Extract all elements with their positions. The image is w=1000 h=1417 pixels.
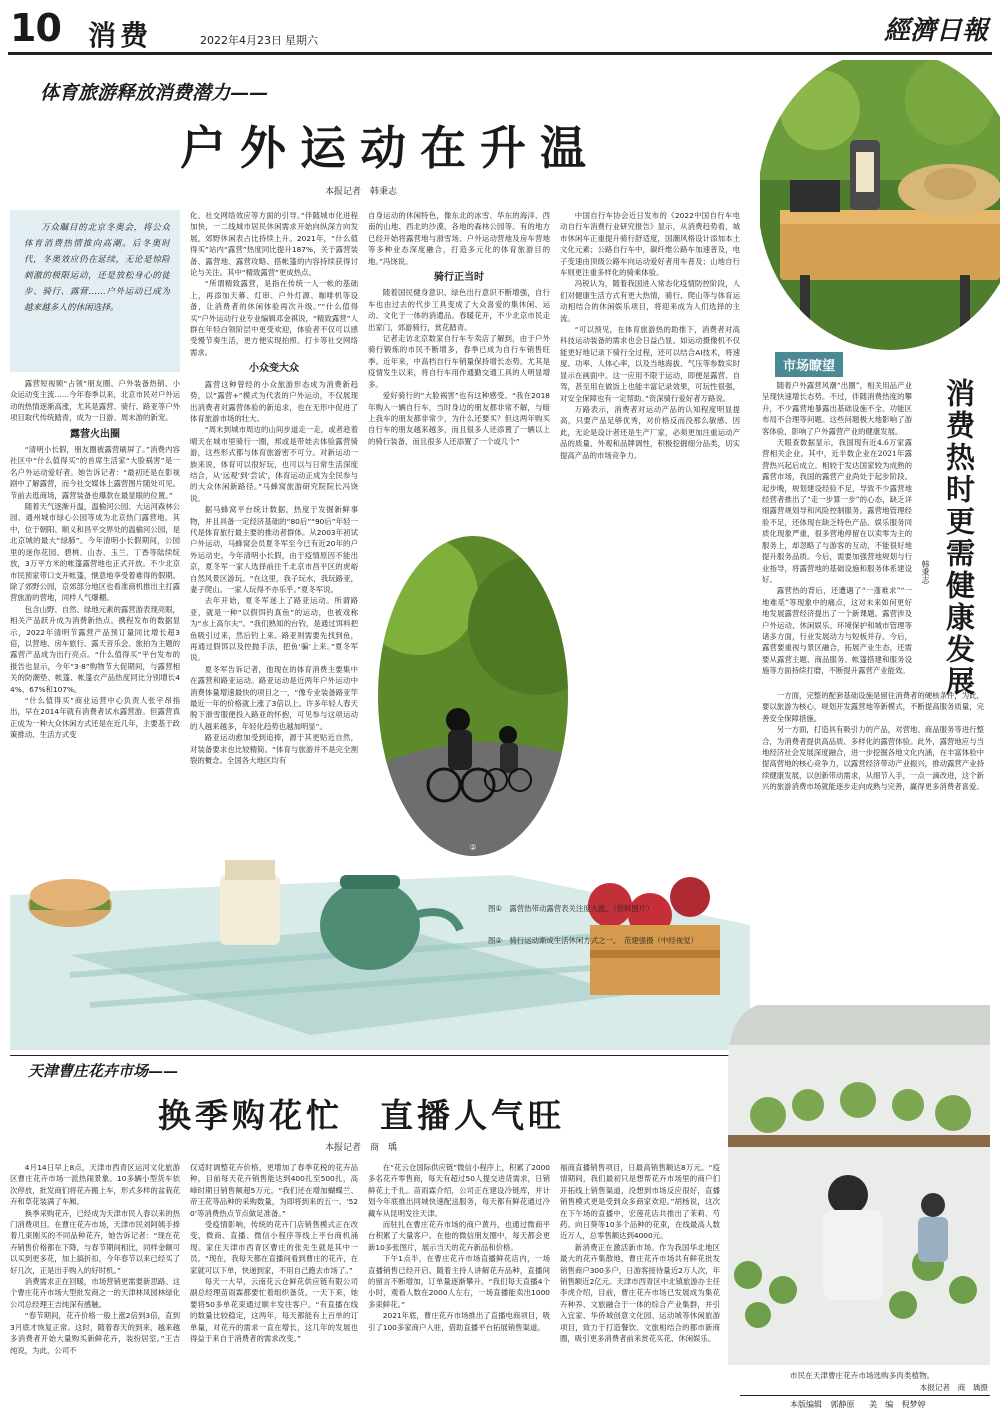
- lead-box: [10, 210, 180, 372]
- paragraph: 中国自行车协会近日发布的《2022中国自行车电动自行车消费行业研究报告》显示，从消费趋势看，城市休闲车正重提升骑行舒适度，国潮风格设计添加本土文化元素；公路自行车中，碳纤维公路车加速普及，电子变速由顶级公路车向运动爱好者用车普及；山地自行车则更注重多样化的骑乘体验。: [560, 211, 740, 278]
- caption-1: 图① 露营热带动露营表关注度大涨。（资料图片）: [488, 904, 654, 913]
- article1-byline: 本报记者 韩秉志: [325, 187, 398, 197]
- caption-2: 图② 骑行运动渐成生活休闲方式之一。 范建强摄（中经视觉）: [488, 936, 698, 945]
- commentary-body: [762, 380, 912, 684]
- paragraph: “清明小长假，朋友圈被露营刷屏了。”消费内容社区中“什么值得买”的首席生活家“大脸祸害”是一名户外运动爱好者。她告诉记者：“最初还是在影视剧中了解露营，而今社交媒体上露营图片随处可见。节前去逛商场，露营装备也爆款在最显眼的位置。”: [10, 445, 180, 500]
- commentary-tag: 市场瞭望: [775, 352, 843, 377]
- paragraph: 天眼查数据显示，我国现有近4.6万家露营相关企业。其中，近半数企业在2021年露营热兴起后成立。相较于发达国家较为成熟的露营市场，我国的露营产业尚处于起步阶段。起步晚，规划建设经验不足，导致不少露营地经营者推出了“走一步算一步”的心态，缺乏详细露营规划导和风险控制服务。露营地管理经验不足，还体现在缺乏特色产品、娱乐服务同质化现象严重，很多营地停留在以卖零为主的服务上，却忽略了与游客的互动，不能很好地提升服务品质。今后，需要加强营地规划与行业指导，将露营地的基础设施和服务体系建设好。: [762, 438, 912, 584]
- article2-col1: [10, 1162, 180, 1397]
- paragraph: 而驻扎在曹庄花卉市场的商户黄丹，也通过微商平台积累了大量客户。在他的微信朋友圈中，每天都会更新10多张图片，展示当天的花卉新品和价格。: [368, 1220, 550, 1252]
- subhead-camping: 露营火出圈: [70, 428, 120, 440]
- camping-photo-image: [760, 60, 1000, 360]
- paragraph: 另一方面，打造具有吸引力的产品，对营地、商品服务等进行整合，为消费者提供高品质、多样化的露营体验。此外，露营地应与当地经济社会发展深度融合，进一步挖掘各地文化内涵，在丰富体验中提高营地的核心竞争力，以露营经济带动产业振兴，推动露营产业持续健康发展，以创新带动需求，从细节入手，一点一滴改进，这个新兴的旅游消费市场就能逐步走向成熟与完善，赢得更多消费者喜爱。: [762, 725, 984, 792]
- paragraph: 据马蜂窝平台统计数据，热度于发掘新鲜事物，并且具备一定经济基础的“80后”“90后”年轻一代是体育旅行最主要的推动者群体。从2003年初试户外运动，马蜂窝会员夏冬军至今已有近20年的户外运动史。今年清明小长假，由于疫情原因不能出京，夏冬军一家人选择前往千北京市昌平区的虎峪自然风景区游玩。“在这里，我子玩水，我玩路亚，妻子爬山。一家人玩得不亦乐乎。”夏冬军说。: [190, 505, 358, 594]
- paragraph: 受疫情影响，传统的花卉门店销售模式正在改变，微商、直播、微信小程序等线上平台商机涌现。家住天津市西青区曹庄的张先生就是其中一员。“现在，我每天都在直播间看到曹庄的花卉，在家就可以下单，快递到家，不用自己跑去市场了。”: [190, 1220, 358, 1275]
- paragraph: 去年开始，夏冬军迷上了路亚运动。所谓路亚，就是一种“以假饵钓真鱼”的运动，也被戏称为“水上高尔夫”。“我们熟知的台钓，是通过饵料把鱼吸引过来，然后钓上来。路亚则需要先找到鱼，再通过假饵以及控抛手法，把鱼‘骗’上来。”夏冬军说。: [190, 596, 358, 663]
- cycling-photo: [378, 535, 568, 857]
- article1-kicker: 体育旅游释放消费潜力——: [40, 82, 269, 104]
- cycling-photo-image: [378, 535, 568, 857]
- paragraph: 2021年底，曹庄花卉市场推出了直播电商项目，吸引了100多家商户入驻，借助直播平台拓展销售渠道。: [368, 1311, 550, 1332]
- article1-col3: [368, 210, 550, 530]
- page-number: 10: [10, 6, 61, 50]
- article2-col2: [190, 1162, 358, 1397]
- article2-col4: [560, 1162, 720, 1397]
- masthead-rule: [8, 52, 992, 55]
- editor-name: 郭静原: [830, 1400, 855, 1409]
- lead-text: 万众瞩目的北京冬奥会，将公众体育消费热情推向高潮。后冬奥时代，冬奥效应仍在延续，无论是惊险刺激的极限运动，还是放松身心的徒步、骑行、露营……户外运动已成为越来越多人的休闲选择。: [24, 223, 170, 313]
- paper-logo: 經濟日報: [883, 16, 988, 46]
- paragraph: 换季采购花卉，已经成为天津市民人春以来的热门消费项目。在曹庄花卉市场，天津市民刘阿姨手捧着几束刚买的不同品种花卉，她告诉记者：“现在花卉销售价格都在下降，与春节期间相比，同样金额可以买到更多花，加上搞折扣，今年春节以来已经买了好几次，正是出手购入的好时机。”: [10, 1208, 180, 1275]
- paragraph: 万路表示，消费者对运动产品的认知程度明显提高，只要产品足够优秀，对价格反而没那么敏感。因此，无论是设计者还是生产厂家，必须更加注重运动产品的质量、外观和品牌调性，积极挖掘细分品类，切实提高产品的市场竞争力。: [560, 404, 740, 460]
- issue-date: 2022年4月23日: [200, 34, 282, 47]
- article1-col4: [560, 210, 740, 532]
- paragraph: 夏冬军告诉记者，他现在的体育消费主要集中在露营和路亚运动。路亚运动是近两年户外运动中消费体量增速最快的项目之一，“像专业装备路亚竿最近一年的价格就上涨了3倍以上。许多年轻人春天脱下滑雪服便投入路亚的怀抱，可见参与这项运动的人越来越多，年轻化趋势也越加明显”。: [190, 664, 358, 731]
- art-label: 美 编: [869, 1400, 894, 1409]
- flower-market-photo-image: [728, 1005, 990, 1365]
- paragraph: 每天一大早，云南花云仓鲜花供应链有限公司副总经理苗雨霖都要忙着组织备货。一天下来，她要将50多单花束通过顺丰发往客户。“有直播在线的数量比较稳定，这两年，每天都能有上百单的订单量，对花卉的需求一直在增长，这几年的发展也得益于来自于消费者的需求改变。”: [190, 1277, 358, 1344]
- article2-kicker: 天津曹庄花卉市场——: [28, 1062, 179, 1080]
- article1-col2: [190, 210, 358, 830]
- section-name: 消费: [88, 19, 153, 52]
- paragraph: 4月14日早上8点，天津市西青区运河文化旅游区曹庄花卉市场一派热闹景象。10多辆小型货车依次停放，批发商们将花卉搬上车，形式多样的盆栽花卉和草花装满了车厢。: [10, 1163, 180, 1207]
- paragraph: 冯锐认为，随着我国进入常态化疫情防控阶段，人们对健康生活方式有更大热情，骑行、爬山等与体育运动相结合的休闲娱乐项目，将迎来成为人们选择的主流。: [560, 279, 740, 323]
- article2-title: 换季购花忙 直播人气旺: [158, 1096, 565, 1135]
- issue-weekday: 星期六: [285, 34, 318, 47]
- paragraph: 随着天气逐渐升温，温榆河公园、大运河森林公园、通州城市绿心公园等成为北京热门露营地。其中，位于朝阳、顺义和昌平交界处的温榆河公园，是北京城的最大“绿肺”。今年清明小长假期间，公园里的迷你花园、碧桃、山杏、玉兰、丁香等陆续绽放，3万平方米的帐篷露营地也正式开放。不少北京市民预家带口支开帐篷，惬意地享受着难得的假期。除了郊野公园，京郊部分地区也看准商机推出主打露营旅游的营地，同样人气爆棚。: [10, 502, 180, 603]
- paragraph: 露营热的背后，还遭遇了“一蓬难求”“一地难觅”等现象中的痛点，这对未来如何更好地发展露营经济提出了一个新课题。露营涉及户外运动、休闲娱乐、环境保护和城市管理等诸多方面，行业发展动力与短板并存。今后，露营要重视与景区融合，拓展产业生态，还需要从露营主题、商品服务、帐篷搭建和服务设施等方面持续打磨，不断提升露营产业能效。: [762, 586, 912, 676]
- paragraph: 在“花云仓国际供应链”微信小程序上，积累了2000多名花卉零售商，每天有超过50人提交进货需求，日销鲜花上千扎。苗雨霖介绍，公司正在建设冷链库，并计划今年底推出同城快速配送服务，每天都有鲜花通过冷藏车从昆明发往天津。: [368, 1163, 550, 1218]
- paragraph: “春节期间，花卉价格一般上涨2倍到3倍，直到3月底才恢复正常。这时，随着春天的到来，越来越多消费者开始大量购买新鲜花卉，装扮居室。”王吉纯说，为此，公司不: [10, 1311, 180, 1355]
- subhead-niche: 小众变大众: [249, 363, 299, 375]
- paragraph: 化、社交网络效应等方面的引导。”伴随城市化进程加快，一二线城市居民休闲需求开始向纵深方向发展，郊野休闲表占比持续上升。2021年，“什么值得买”站内“露营”热度同比提升187%，关于露营装备、露营地、露营攻略、搭帐篷的内容持续获得讨论与关注。其中“精致露营”更成热点。: [190, 211, 358, 278]
- editor-label: 本版编辑: [790, 1400, 822, 1409]
- paragraph: “周末到城市周边的山间步道走一走，或者趁着晴天在城市里骑行一圈，邦或是带娃去体验露营骑游，这些形式都与体育旅游密不可分。对新运动一族来说，体育可以很好玩，也可以与日常生活深度结合，从‘远观’到‘尝试’，体育运动正成为全民参与的大众休闲新路径。”马蜂窝旅游研究院院长冯饶说。: [190, 425, 358, 503]
- masthead: [0, 0, 1000, 58]
- flower-market-photo: [728, 1005, 990, 1365]
- paragraph: 露营这种曾经的小众旅游形态成为消费新趋势，以“露营+”模式为代表的户外运动，不仅展现出消费者对露营体验的新追求，也在无形中促进了体育旅游市场的壮大。: [190, 379, 358, 423]
- photo-caption: 市民在天津曹庄花卉市场选购多肉类植物。: [790, 1371, 935, 1380]
- paragraph: “可以预见，在体育旅游热的助推下，消费者对高科技运动装备的需求也会日益凸显。如运动摄像机不仅能更好地记录下骑行全过程，还可以结合AI技术，将速度、功率、人体心率，以及当地海拔、气压等参数实时显示在画面中。这一应用不限于运动，即便是露营、自驾，甚至用在做饭上也能丰富记录效果，可玩性很强，对安全保障也有一定帮助。”资深骑行爱好者万路说。: [560, 325, 740, 403]
- article2-byline: 本报记者 商 瑀: [325, 1143, 398, 1153]
- paragraph: 路亚运动愈加受到追捧，源于其更贴近自然，对装备要求也比较精简。“体育与旅游并不是完全割裂的概念。全国各大地区均有: [190, 733, 358, 766]
- svg-text:②: ②: [469, 843, 477, 852]
- photo-credit: 本报记者 商 瑀摄: [919, 1383, 988, 1392]
- paragraph: “什么值得买”商业运营中心负责人张宇昂指出，早在2014年就有消费者试水露营游。但露营真正成为一种大众休闲方式还是在近几年，主要基于政策推动、生活方式变: [10, 695, 180, 740]
- subhead-cycling: 骑行正当时: [434, 272, 484, 284]
- article1-title: 户外运动在升温: [180, 121, 600, 175]
- paragraph: 随着户外露营风潮“出圈”，相关用品产业呈现快速增长态势。不过，伴随消费热度的攀升，不少露营地暴露出基础设施不全、功能区布局不合理等问题。这些问题极大地影响了游客体验，影响了户外露营产业的健康发展。: [762, 381, 912, 436]
- art-name: 倪梦婷: [901, 1400, 926, 1409]
- paragraph: 新消费正在激活新市场。作为我国华北地区最大的花卉集散地，曹庄花卉市场共有鲜花批发销售商户300多户，日游客接待量近2万人次，年销售额近2亿元。天津市西青区中北镇旅游办主任李虎介绍，目前，曹庄花卉市场已发展成为集花卉种养、文旅融合于一体的综合产业集群，并引入宜家、华侨城创意文化园、运动城等休闲旅游项目，致力于打造餐饮、文旅相结合的都市新商圈，吸引更多消费者前来赏花买花、休闲娱乐。: [560, 1242, 720, 1344]
- footer-credits: [790, 1399, 926, 1410]
- camping-photo: [760, 60, 1000, 360]
- paragraph: 福商直播销售项目，日最高销售额达8万元。“疫情期间，我们最初只是想帮花卉市场里的商户们开拓线上销售渠道，没想到市场反应很好，直播销售模式更是受到众多商家欢迎。”胡杨说，这次在下午场的直播中，宏莲花店共推出了茉莉、芍药、向日葵等10多个品种的花束，在线最高人数近万人，总零售额达到4000元。: [560, 1163, 720, 1241]
- commentary-author: 韩秉志: [921, 560, 930, 584]
- footer-rule: [740, 1395, 990, 1396]
- section-divider: [10, 1055, 730, 1056]
- paragraph: 记者走访北京数家自行车专卖店了解到，由于户外骑行锻炼的市民不断增多，春季已成为自行车销售旺季。近年来，中高档自行车销量保持增长态势。尤其是疫情发生以来，将自行车用作通勤交通工具的人明显增多。: [368, 334, 550, 389]
- paragraph: “所谓精致露营，是指在传统一人一帐的基础上，再添加天幕、灯串、户外灯源、咖啡机等设备，让消费者的休闲体验再次升级。”“什么值得买”户外运动行业专业编辑邓金祺说，“精致露营”人群在年轻白领阶层中更受欢迎，体验者不仅可以感受慢节奏生活，更方便实现拍照、打卡等社交网络需求。: [190, 279, 358, 357]
- commentary-body-lower: [762, 690, 984, 876]
- paragraph: 露营短视频“占领”朋友圈、户外装备热销、小众运动变主流……今年春季以来，北京市民对户外运动的热情逐渐高涨，尤其是露营、骑行、路亚等户外项目取代传统踏青，成为一日游、周末游的新宠。: [10, 379, 180, 423]
- paragraph: 自身运动的休闲特色，像东北的冰雪、华东的海洋、西南的山地、西北的沙漠、各地的森林公园等。有的地方已经开始将露营地与滑雪场、户外运动营地及房车营地等多种业态深度融合，打造多元化的体育旅游目的地。”冯饶说。: [368, 211, 550, 266]
- paragraph: 包含山野、自然、绿地元素的露营游表现亮眼，相关产品跃升成为消费新热点。携程发布的数据显示，2022年清明节露营产品预订量同比增长超3倍，以营地、房车旅行、露天音乐会、旅拍为主题的露营产品成为出行亮点。“什么值得买”平台发布的报告也显示，今年“3·8”购物节大促期间，与露营相关的防潮垫、帐篷、帐篷衣产品热度同比分别增长44%、67%和107%。: [10, 604, 180, 694]
- paragraph: 一方面，完整的配套基础设施是留住消费者的硬核条件，为此，要以旅游为核心，规划开发露营地等新模式，不断提高服务质量，完善安全保障措施。: [762, 691, 984, 723]
- article2-col3: [368, 1162, 550, 1397]
- paragraph: 下午1点半，在曹庄花卉市场直播鲜花店内，一场直播销售已经开启。随着主持人讲解花卉品种，直播间的留言不断增加，订单量逐渐攀升。“我们每天直播4个小时，观看人数在2000人左右，一场直播能卖出1000多束鲜花。”: [368, 1254, 550, 1309]
- paragraph: 消费需求正在回暖，市场营销更需要新思路。这个曹庄花卉市场大型批发商之一的天津林凤园林绿化公司总经理王吉纯深有感触。: [10, 1277, 180, 1309]
- article1-col1: [10, 378, 180, 830]
- commentary-title: 消费热时更需健康发展: [942, 378, 976, 698]
- paragraph: 仅适时调整花卉价格，更增加了春季花税的花卉品种，目前每天花卉销售能达到400扎至500扎，高峰时期日销售额超5万元。“我们还在增加蝴蝶兰、帝王花等品种的采购数量，为即将到来的五一、‘520’等消费热点节点做足准备。”: [190, 1163, 358, 1218]
- paragraph: 随着国民健身意识、绿色出行意识不断增强，自行车也由过去的代步工具变成了大众喜爱的集休闲、运动、文化于一体的消遣品。春暖花开，不少北京市民走出家门，郊游骑行，赏花踏青。: [368, 288, 550, 332]
- paragraph: 爱好骑行的“大脸祸害”也有这种感受。“我在2018年购入一辆自行车，当时身边的朋友都非常不解，与暗上我车的朋友都非常少，为什么还要买？但这两年购买自行车的朋友越来越多，而且很多人还添置了一辆以上的骑行装备，而且很多人还添置了一个或几个”: [368, 391, 550, 446]
